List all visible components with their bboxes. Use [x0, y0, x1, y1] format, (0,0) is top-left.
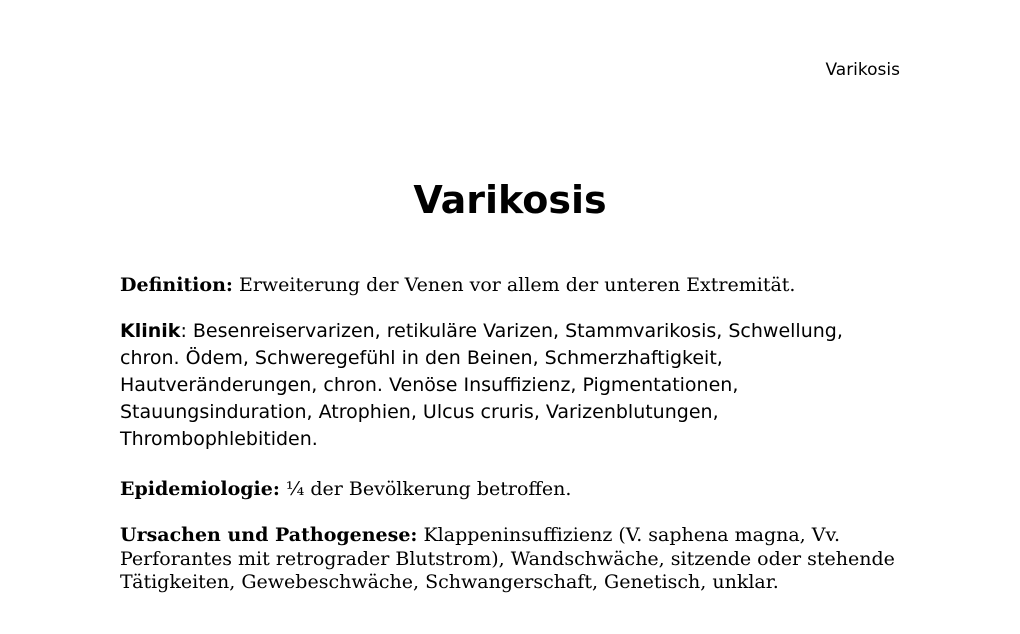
ursachen-paragraph — [120, 524, 900, 595]
klinik-paragraph — [120, 318, 900, 453]
definition-text: Erweiterung der Venen vor allem der unteren Extremität. — [232, 274, 796, 296]
definition-term: Definition: — [120, 274, 233, 296]
klinik-text: : Besenreiservarizen, retikuläre Varizen, Stammvarikosis, Schwellung, chron. Ödem, Schweregefühl in den Beinen, Schmerzhaftigkeit, Hautveränderungen, chron. Venöse Insuffizienz, Pigmentationen, Stauungsinduration, Atrophien, Ulcus cruris, Varizenblutungen, Thrombophlebitiden. — [120, 320, 843, 450]
ursachen-text: Klappeninsuffizienz (V. saphena magna, Vv. Perforantes mit retrograder Blutstrom), Wandschwäche, sitzende oder stehende Tätigkeiten, Gewebeschwäche, Schwangerschaft, Genetisch, unklar. — [120, 524, 895, 593]
ursachen-term: Ursachen und Pathogenese: — [120, 524, 418, 546]
definition-paragraph — [120, 273, 900, 297]
klinik-term: Klinik — [120, 320, 181, 342]
page-title: Varikosis — [413, 178, 607, 222]
epidemiologie-term: Epidemiologie: — [120, 478, 280, 500]
running-header: Varikosis — [825, 60, 900, 80]
epidemiologie-paragraph — [120, 477, 900, 501]
epidemiologie-text: ¼ der Bevölkerung betroffen. — [279, 478, 572, 500]
